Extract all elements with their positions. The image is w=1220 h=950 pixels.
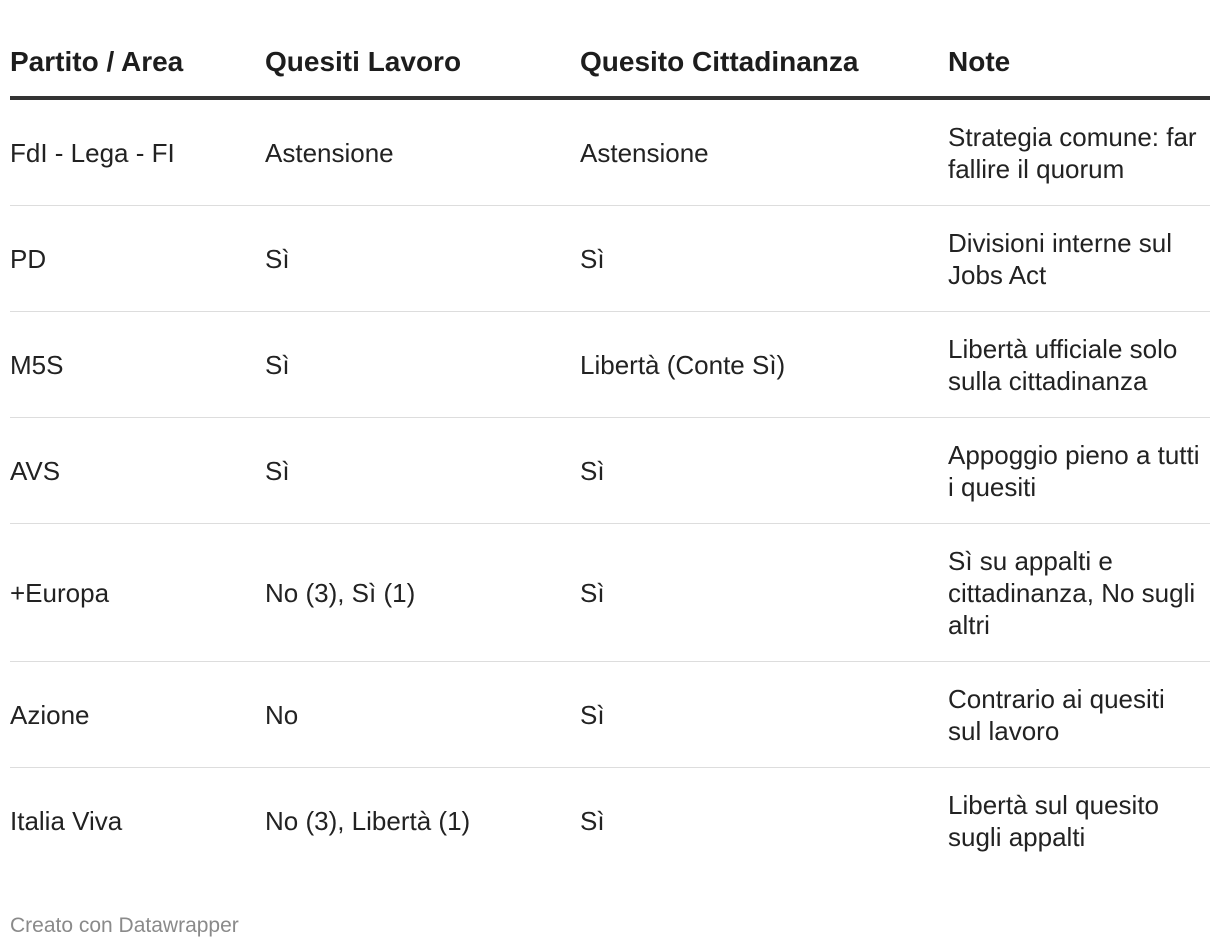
cell-party: PD [10,206,265,312]
cell-citizenship-question: Sì [580,805,605,836]
cell-citizenship-question: Libertà (Conte Sì) [580,312,948,418]
column-header-party[interactable]: Partito / Area [10,30,265,98]
cell-citizenship-question: Sì [580,524,948,662]
cell-notes [948,98,1210,206]
table-body [10,98,1210,873]
cell-notes-text: Libertà ufficiale solo sulla cittadinanza [948,333,1178,396]
cell-notes-text: Appoggio pieno a tutti i quesiti [948,439,1200,502]
cell-notes [948,662,1210,768]
cell-labor-questions: No [265,662,580,768]
table-row [10,768,1210,874]
cell-citizenship-question: Sì [580,418,948,524]
table-header [10,30,1210,98]
cell-notes-text: Strategia comune: far fallire il quorum [948,121,1197,184]
cell-labor-questions: Sì [265,312,580,418]
referendum-positions-table-container [10,30,1210,873]
table-row [10,662,1210,768]
header-row [10,30,1210,98]
cell-citizenship-question: Astensione [580,98,948,206]
cell-labor-questions: Astensione [265,98,580,206]
column-header-notes[interactable]: Note [948,30,1210,98]
cell-notes [948,418,1210,524]
cell-party: Italia Viva [10,805,123,836]
cell-party: FdI - Lega - FI [10,98,265,206]
cell-notes [948,312,1210,418]
cell-labor-questions: No (3), Libertà (1) [265,805,471,836]
cell-notes-text: Contrario ai quesiti sul lavoro [948,683,1165,746]
cell-party: AVS [10,418,265,524]
cell-party: +Europa [10,524,265,662]
cell-labor-questions: No (3), Sì (1) [265,524,580,662]
cell-notes [948,206,1210,312]
cell-notes-text: Libertà sul quesito sugli appalti [948,789,1160,852]
referendum-positions-table [10,30,1210,873]
table-row [10,524,1210,662]
cell-notes-text: Sì su appalti e cittadinanza, No sugli altri [948,545,1196,640]
cell-party: M5S [10,312,265,418]
datawrapper-credit-link[interactable]: Creato con Datawrapper [10,914,239,937]
cell-notes [948,524,1210,662]
cell-notes-text: Divisioni interne sul Jobs Act [948,227,1172,290]
cell-notes [948,768,1210,874]
table-row [10,98,1210,206]
cell-labor-questions: Sì [265,206,580,312]
column-header-labor-questions[interactable]: Quesiti Lavoro [265,30,580,98]
cell-citizenship-question: Sì [580,662,948,768]
cell-party: Azione [10,662,265,768]
table-row [10,206,1210,312]
table-row [10,418,1210,524]
cell-labor-questions: Sì [265,418,580,524]
table-row [10,312,1210,418]
column-header-citizenship-question[interactable]: Quesito Cittadinanza [580,30,948,98]
cell-citizenship-question: Sì [580,206,948,312]
